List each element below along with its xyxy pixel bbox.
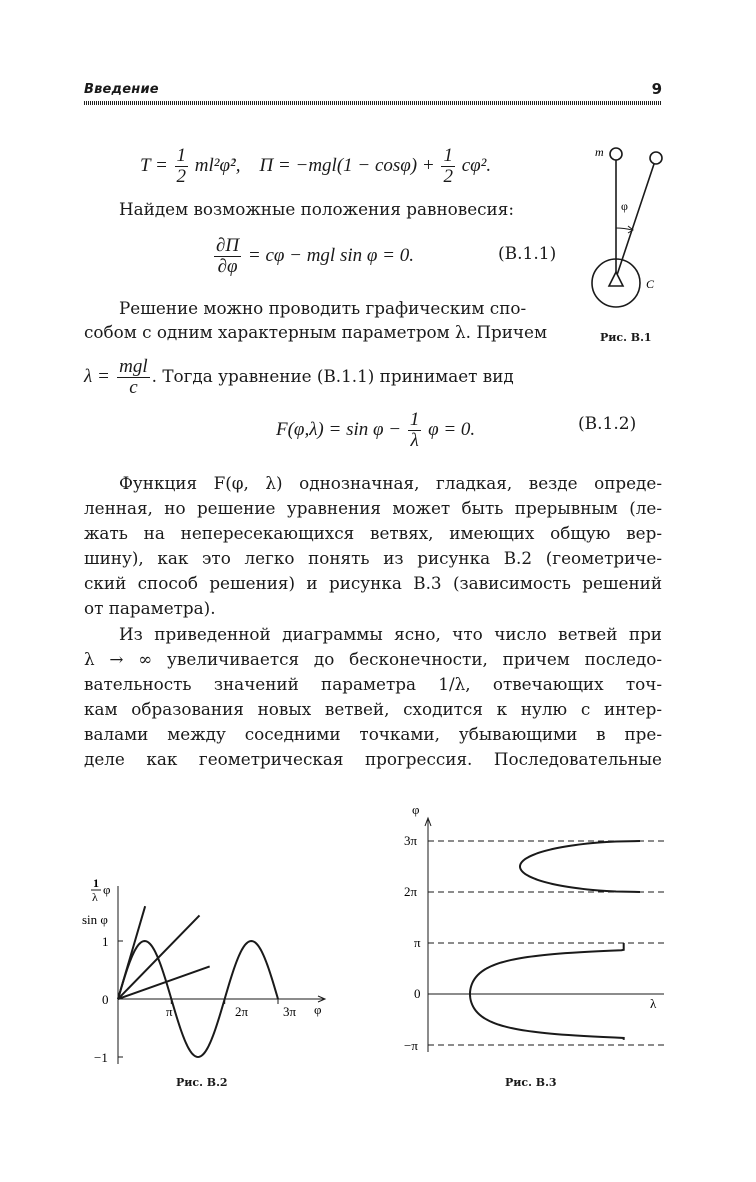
text-line-equilibrium: Найдем возможные положения равновесия: bbox=[119, 199, 514, 219]
text-line: ский способ решения) и рисунка В.3 (зависимость решений bbox=[84, 573, 662, 593]
x-axis-label: φ bbox=[314, 1002, 322, 1017]
ytick-mpi-label: −π bbox=[404, 1038, 418, 1053]
eq2-tail: φ = 0. bbox=[428, 418, 476, 440]
ytick-1-label: 1 bbox=[102, 934, 109, 949]
xtick-pi-label: π bbox=[166, 1004, 173, 1019]
lambda-fraction bbox=[117, 357, 150, 398]
frac-num: ∂Π bbox=[216, 235, 240, 256]
lambda-tail-text: . Тогда уравнение (В.1.1) принимает вид bbox=[151, 366, 514, 386]
figure-b2-chart bbox=[78, 876, 338, 1076]
figure-b1-pendulum bbox=[586, 140, 686, 330]
text-line: жать на непересекающихся ветвях, имеющих общую вер- bbox=[84, 523, 662, 543]
p-prefix: Π = −mgl(1 − cosφ) + bbox=[259, 154, 435, 176]
ytick-0-label: 0 bbox=[414, 986, 421, 1001]
frac-den: λ bbox=[410, 429, 419, 451]
angle-arc bbox=[616, 228, 632, 230]
text-line: шину), как это легко понять из рисунка В.2 (геометриче- bbox=[84, 548, 662, 568]
eq1-tail: = cφ − mgl sin φ = 0. bbox=[247, 244, 414, 266]
x-axis-label: λ bbox=[650, 996, 657, 1011]
y-label-den: λ bbox=[92, 890, 98, 904]
frac-num: 1 bbox=[443, 145, 453, 166]
equation-label-b11: (В.1.1) bbox=[498, 244, 557, 264]
pendulum-tilted-rod bbox=[616, 164, 654, 278]
ytick-2pi-label: 2π bbox=[404, 884, 418, 899]
ytick-3pi-label: 3π bbox=[404, 833, 418, 848]
text-line: валами между соседними точками, убывающими в пре- bbox=[84, 724, 662, 744]
t-tail: ml²φ̇², bbox=[194, 154, 241, 176]
inverse-lambda-fraction bbox=[408, 410, 422, 451]
pivot-triangle bbox=[609, 272, 623, 286]
y-label-phi: φ bbox=[103, 882, 111, 897]
chapter-title: Введение bbox=[84, 82, 159, 97]
frac-num: 1 bbox=[409, 409, 420, 430]
y-label-num: 1 bbox=[93, 876, 99, 890]
label-c: C bbox=[646, 277, 655, 291]
frac-den: c bbox=[129, 377, 138, 398]
text-line: Функция F(φ, λ) однозначная, гладкая, везде опреде- bbox=[119, 473, 662, 493]
eq2-prefix: F(φ,λ) = sin φ − bbox=[276, 418, 402, 440]
branch-upper bbox=[520, 841, 640, 892]
frac-den: 2 bbox=[176, 165, 187, 187]
text-line: Из приведенной диаграммы ясно, что число ветвей при bbox=[119, 624, 662, 644]
half-fraction-1 bbox=[175, 146, 189, 187]
ytick-m1-label: −1 bbox=[94, 1050, 108, 1065]
figure-b3-chart bbox=[398, 800, 678, 1060]
text-line: λ → ∞ увеличивается до бесконечности, причем последо- bbox=[84, 649, 662, 669]
label-phi: φ bbox=[621, 199, 628, 213]
energy-formula bbox=[140, 146, 491, 187]
equation-b11 bbox=[212, 236, 414, 277]
running-head bbox=[84, 80, 662, 104]
mass-ball-tilted bbox=[650, 152, 662, 164]
text-line: деле как геометрическая прогрессия. Последовательные bbox=[84, 749, 662, 769]
xtick-2pi-label: 2π bbox=[235, 1004, 249, 1019]
text-line-parameter: собом с одним характерным параметром λ. Причем bbox=[84, 322, 547, 342]
y-label-sin: sin φ bbox=[82, 912, 108, 927]
frac-den: 2 bbox=[443, 165, 453, 187]
text-line: вательность значений параметра 1/λ, отвечающих точ- bbox=[84, 674, 662, 694]
partial-fraction bbox=[214, 236, 241, 277]
ytick-0-label: 0 bbox=[102, 992, 109, 1007]
lambda-prefix: λ = bbox=[84, 366, 110, 387]
frac-num: mgl bbox=[119, 356, 148, 378]
label-m: m bbox=[595, 145, 604, 159]
lambda-definition-line bbox=[84, 352, 514, 401]
page-number: 9 bbox=[651, 80, 662, 98]
p-tail: cφ². bbox=[461, 154, 492, 176]
text-line: кам образования новых ветвей, сходится к нулю с интер- bbox=[84, 699, 662, 719]
header-rule bbox=[84, 101, 662, 105]
figure-b2-caption: Рис. В.2 bbox=[176, 1076, 228, 1089]
branch-main bbox=[470, 943, 624, 1040]
y-axis-label: φ bbox=[412, 802, 420, 817]
frac-num: 1 bbox=[176, 145, 187, 166]
frac-den: ∂φ bbox=[217, 255, 238, 277]
xtick-3pi-label: 3π bbox=[283, 1004, 297, 1019]
text-line-graphic: Решение можно проводить графическим спо- bbox=[119, 298, 527, 318]
text-line: ленная, но решение уравнения может быть прерывным (ле- bbox=[84, 498, 662, 518]
equation-b12 bbox=[276, 410, 475, 451]
text-line: от параметра). bbox=[84, 598, 216, 618]
half-fraction-2 bbox=[441, 146, 455, 187]
ytick-pi-label: π bbox=[414, 935, 421, 950]
equation-label-b12: (В.1.2) bbox=[578, 414, 637, 434]
figure-b1-caption: Рис. В.1 bbox=[600, 331, 652, 344]
t-prefix: T = bbox=[140, 154, 168, 176]
figure-b3-caption: Рис. В.3 bbox=[505, 1076, 557, 1089]
mass-ball-vertical bbox=[610, 148, 622, 160]
